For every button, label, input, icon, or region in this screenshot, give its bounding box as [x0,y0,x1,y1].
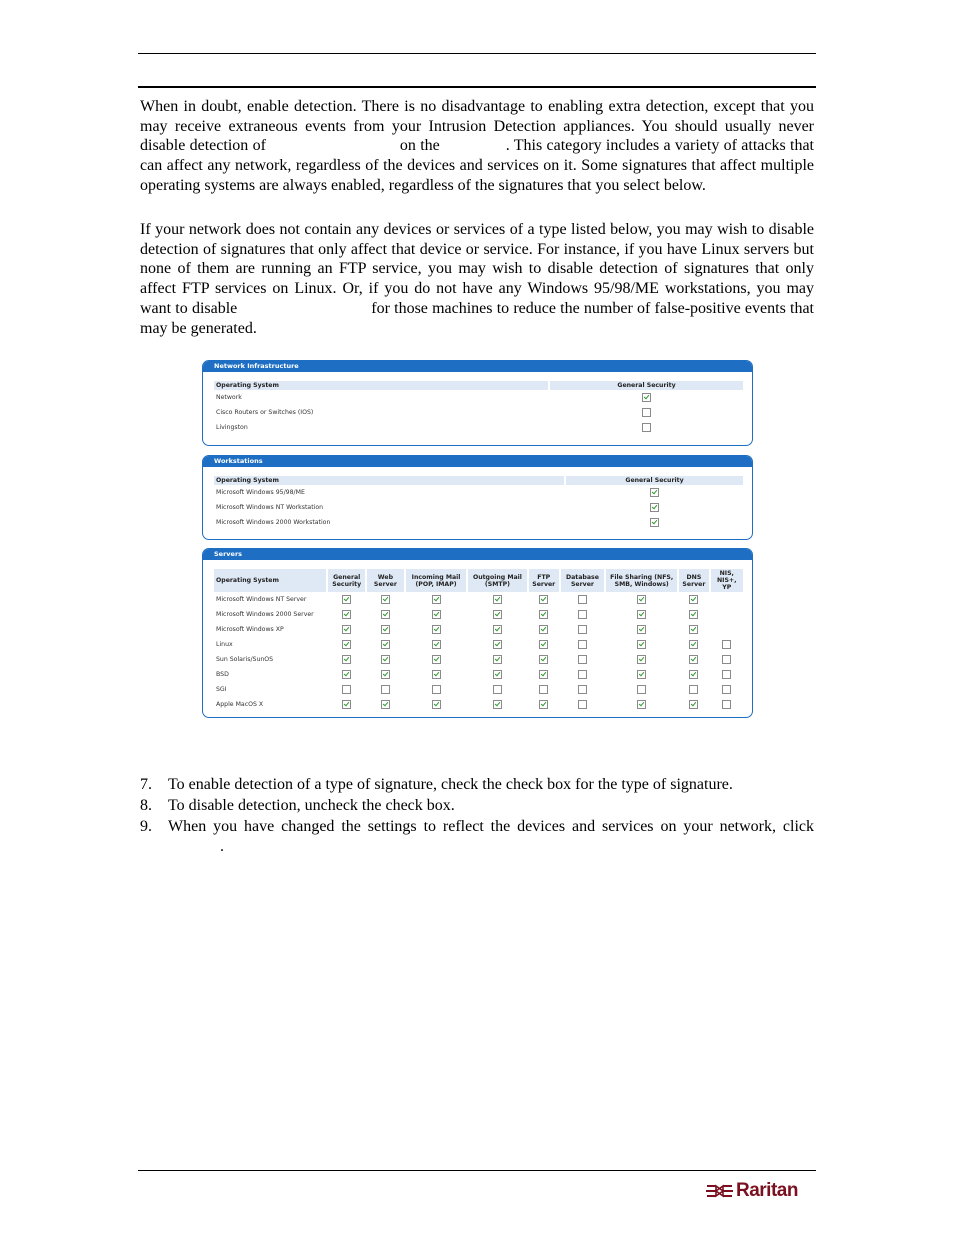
server-checkbox[interactable] [342,610,351,619]
check-cell [328,592,365,607]
step-text: When you have changed the settings to reflect the devices and services on your network, click [168,818,814,836]
check-cell [606,667,677,682]
server-checkbox[interactable] [381,640,390,649]
table-row [214,485,743,500]
check-cell [328,667,365,682]
col-outgoing-mail: Outgoing Mail (SMTP) [468,569,526,592]
os-name: SGI [216,686,227,693]
check-cell [468,682,526,697]
check-cell [711,682,744,697]
server-checkbox[interactable] [578,655,587,664]
server-checkbox[interactable] [637,640,646,649]
raritan-logo [706,1180,814,1202]
server-checkbox[interactable] [722,685,731,694]
col-nis: NIS, NIS+, YP [711,569,744,592]
check-cell [561,682,604,697]
col-ftp-server: FTP Server [529,569,559,592]
table-row [214,390,743,405]
server-checkbox[interactable] [689,595,698,604]
check-cell [679,652,708,667]
table-header-row [214,381,743,390]
check-cell [468,697,526,712]
table-row [214,667,743,682]
servers-panel [202,548,753,718]
panel-title: Network Infrastructure [203,361,752,372]
table-row [214,405,743,420]
server-checkbox[interactable] [342,685,351,694]
server-checkbox[interactable] [539,655,548,664]
check-cell [561,592,604,607]
server-checkbox[interactable] [342,700,351,709]
server-checkbox[interactable] [432,595,441,604]
panel-title: Servers [203,549,752,560]
server-checkbox[interactable] [432,625,441,634]
check-cell [529,652,559,667]
server-checkbox[interactable] [722,700,731,709]
check-cell [606,592,677,607]
check-cell [406,682,467,697]
footer-rule [138,1170,816,1171]
check-cell [529,607,559,622]
steps-list [140,775,814,858]
server-checkbox[interactable] [432,685,441,694]
check-cell [529,637,559,652]
table-row [214,515,743,530]
col-web-server: Web Server [367,569,404,592]
col-general-security: General Security [550,381,743,390]
server-checkbox[interactable] [689,685,698,694]
header-rule-bottom [138,86,816,88]
col-operating-system: Operating System [214,569,326,592]
os-name: Cisco Routers or Switches (IOS) [216,409,314,416]
raritan-logo-icon [706,1180,736,1202]
check-cell [367,607,404,622]
check-cell [561,622,604,637]
check-cell [328,697,365,712]
check-cell [679,622,708,637]
table-row [214,682,743,697]
server-checkbox[interactable] [342,640,351,649]
check-cell [606,682,677,697]
check-cell [328,607,365,622]
col-general-security: General Security [328,569,365,592]
os-name: Microsoft Windows 2000 Server [216,611,314,618]
server-checkbox[interactable] [578,700,587,709]
check-cell [468,652,526,667]
network-infrastructure-panel [202,360,753,446]
col-incoming-mail: Incoming Mail (POP, IMAP) [406,569,467,592]
checkbox-cisco-general-security[interactable] [642,408,651,417]
table-row [214,652,743,667]
os-name: Microsoft Windows NT Server [216,596,307,603]
server-checkbox[interactable] [637,610,646,619]
server-checkbox[interactable] [381,655,390,664]
server-checkbox[interactable] [578,685,587,694]
checkbox-win9x-general-security[interactable] [650,488,659,497]
col-dns-server: DNS Server [679,569,708,592]
check-cell [468,607,526,622]
server-checkbox[interactable] [689,610,698,619]
server-checkbox[interactable] [493,625,502,634]
step-text: To enable detection of a type of signature, check the check box for the type of signature. [168,776,733,793]
table-row [214,607,743,622]
table-header-row [214,569,743,592]
check-cell [711,697,744,712]
check-cell [679,592,708,607]
check-cell [711,667,744,682]
checkbox-network-general-security[interactable] [642,393,651,402]
server-checkbox[interactable] [578,610,587,619]
check-cell [711,592,744,607]
panel-title: Workstations [203,456,752,467]
check-cell [529,682,559,697]
checkbox-winnt-ws-general-security[interactable] [650,503,659,512]
check-cell [406,637,467,652]
server-checkbox[interactable] [381,625,390,634]
network-infrastructure-table [212,381,745,435]
checkbox-livingston-general-security[interactable] [642,423,651,432]
check-cell [367,682,404,697]
server-checkbox[interactable] [722,670,731,679]
check-cell [328,682,365,697]
check-cell [679,667,708,682]
col-database-server: Database Server [561,569,604,592]
step-number: 9. [140,818,152,836]
check-cell [367,652,404,667]
check-cell [367,667,404,682]
servers-table [212,569,745,712]
server-checkbox[interactable] [493,655,502,664]
check-cell [468,637,526,652]
server-checkbox[interactable] [539,700,548,709]
check-cell [468,667,526,682]
check-cell [406,592,467,607]
check-cell [367,592,404,607]
check-cell [711,607,744,622]
server-checkbox[interactable] [637,655,646,664]
check-cell [679,607,708,622]
workstations-panel [202,455,753,540]
os-name: Livingston [216,424,248,431]
table-row [214,697,743,712]
os-name: Sun Solaris/SunOS [216,656,274,663]
server-checkbox[interactable] [637,685,646,694]
check-cell [711,622,744,637]
check-cell [561,637,604,652]
check-cell [406,697,467,712]
check-cell [367,637,404,652]
check-cell [529,622,559,637]
os-name: Microsoft Windows 95/98/ME [216,489,305,496]
check-cell [561,607,604,622]
os-name: Linux [216,641,233,648]
check-cell [529,697,559,712]
os-name: Network [216,394,242,401]
server-checkbox[interactable] [381,700,390,709]
server-checkbox[interactable] [637,625,646,634]
server-checkbox[interactable] [381,595,390,604]
check-cell [679,637,708,652]
table-row [214,622,743,637]
check-cell [406,667,467,682]
check-cell [406,607,467,622]
step-number: 7. [140,776,152,793]
server-checkbox[interactable] [342,595,351,604]
server-checkbox[interactable] [342,625,351,634]
server-checkbox[interactable] [493,640,502,649]
table-row [214,420,743,435]
check-cell [561,667,604,682]
server-checkbox[interactable] [539,685,548,694]
check-cell [529,667,559,682]
intro-paragraph: When in doubt, enable detection. There is no disadvantage to enabling extra detection, except that you may receive extraneous events from your Intrusion Detection appliances. You should usually never disable detection of on the . This category includes a variety of attacks that can affect any network, regardless of the devices and services on it. Some signatures that affect multiple operating systems are always enabled, regardless of the signatures that you select below. [140,98,815,194]
server-checkbox[interactable] [539,610,548,619]
os-name: Microsoft Windows 2000 Workstation [216,519,331,526]
server-checkbox[interactable] [432,655,441,664]
server-checkbox[interactable] [493,610,502,619]
server-checkbox[interactable] [493,670,502,679]
server-checkbox[interactable] [493,700,502,709]
os-name: Microsoft Windows XP [216,626,284,633]
check-cell [711,637,744,652]
server-checkbox[interactable] [539,595,548,604]
checkbox-win2000-ws-general-security[interactable] [650,518,659,527]
server-checkbox[interactable] [689,655,698,664]
check-cell [679,682,708,697]
col-general-security: General Security [566,476,743,485]
server-checkbox[interactable] [637,595,646,604]
server-checkbox[interactable] [493,595,502,604]
check-cell [606,697,677,712]
server-checkbox[interactable] [578,595,587,604]
network-paragraph: If your network does not contain any devices or services of a type listed below, you may wish to disable detection of signatures that only affect that device or service. For instance, if you have Linux servers but none of them are running an FTP service, you may wish to disable detection of signatures that only affect FTP services on Linux. Or, if you do not have any Windows 95/98/ME workstations, you may want to disable for those machines to reduce the number of false-positive events that may be generated. [140,221,814,337]
check-cell [328,637,365,652]
check-cell [561,652,604,667]
col-operating-system: Operating System [214,381,548,390]
server-checkbox[interactable] [432,700,441,709]
server-checkbox[interactable] [381,610,390,619]
raritan-logo-text: Raritan [736,1180,798,1201]
step-item [140,775,814,795]
server-checkbox[interactable] [539,670,548,679]
check-cell [406,652,467,667]
check-cell [468,592,526,607]
server-checkbox[interactable] [722,655,731,664]
server-checkbox[interactable] [578,670,587,679]
server-checkbox[interactable] [578,625,587,634]
header-rule-top [138,53,816,54]
check-cell [561,697,604,712]
step-item: 9. When you have changed the settings to reflect the devices and services on your network, click. [140,818,814,856]
check-cell [711,652,744,667]
server-checkbox[interactable] [722,640,731,649]
server-checkbox[interactable] [342,655,351,664]
server-checkbox[interactable] [432,640,441,649]
check-cell [468,622,526,637]
table-row [214,592,743,607]
step-number: 8. [140,797,152,815]
check-cell [606,622,677,637]
server-checkbox[interactable] [432,610,441,619]
check-cell [606,637,677,652]
server-checkbox[interactable] [689,700,698,709]
server-checkbox[interactable] [637,700,646,709]
os-name: Microsoft Windows NT Workstation [216,504,324,511]
server-checkbox[interactable] [493,685,502,694]
check-cell [679,697,708,712]
check-cell [606,652,677,667]
os-name: Apple MacOS X [216,701,264,708]
col-operating-system: Operating System [214,476,564,485]
server-checkbox[interactable] [539,625,548,634]
server-checkbox[interactable] [689,640,698,649]
server-checkbox[interactable] [381,685,390,694]
os-name: BSD [216,671,229,678]
check-cell [367,622,404,637]
server-checkbox[interactable] [539,640,548,649]
table-row [214,637,743,652]
step-item [140,796,814,816]
check-cell [328,652,365,667]
workstations-table [212,476,745,530]
check-cell [328,622,365,637]
server-checkbox[interactable] [432,670,441,679]
server-checkbox[interactable] [342,670,351,679]
server-checkbox[interactable] [637,670,646,679]
server-checkbox[interactable] [578,640,587,649]
server-checkbox[interactable] [381,670,390,679]
step-text: To disable detection, uncheck the check box. [168,797,455,815]
table-header-row [214,476,743,485]
check-cell [406,622,467,637]
check-cell [529,592,559,607]
check-cell [606,607,677,622]
server-checkbox[interactable] [689,670,698,679]
check-cell [367,697,404,712]
server-checkbox[interactable] [689,625,698,634]
col-file-sharing: File Sharing (NFS, SMB, Windows) [606,569,677,592]
table-row [214,500,743,515]
